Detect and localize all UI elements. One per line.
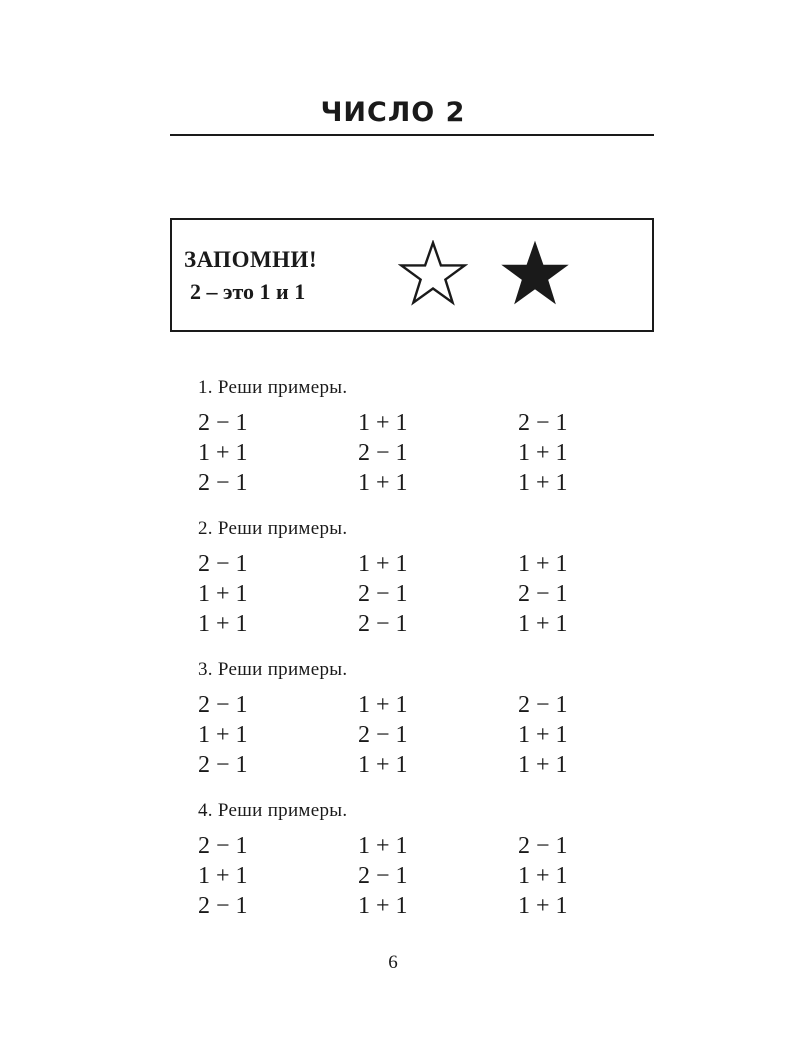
exercise-grid [198, 690, 618, 780]
exercise: 1 + 1 [358, 833, 408, 859]
exercise: 2 − 1 [198, 893, 248, 919]
exercise: 1 + 1 [198, 722, 248, 748]
task-title: 4. Реши примеры. [198, 800, 348, 821]
task-4 [198, 799, 618, 921]
exercise: 1 + 1 [358, 470, 408, 496]
exercise: 1 + 1 [198, 581, 248, 607]
exercise: 2 − 1 [198, 410, 248, 436]
exercise: 1 + 1 [198, 863, 248, 889]
exercise-grid [198, 408, 618, 498]
exercise: 1 + 1 [358, 410, 408, 436]
exercise: 1 + 1 [518, 551, 568, 577]
memo-text: 2 – это 1 и 1 [190, 279, 306, 304]
exercise: 2 − 1 [358, 722, 408, 748]
exercise: 1 + 1 [518, 470, 568, 496]
exercise: 2 − 1 [198, 470, 248, 496]
exercise: 1 + 1 [198, 440, 248, 466]
memo-heading: ЗАПОМНИ! [184, 247, 318, 272]
exercise: 1 + 1 [358, 893, 408, 919]
exercise: 2 − 1 [358, 863, 408, 889]
exercise: 1 + 1 [518, 752, 568, 778]
task-title: 2. Реши примеры. [198, 518, 348, 539]
star-filled-icon [500, 240, 570, 306]
task-title: 1. Реши примеры. [198, 377, 348, 398]
task-1 [198, 376, 618, 498]
exercise: 1 + 1 [518, 863, 568, 889]
task-title: 3. Реши примеры. [198, 659, 348, 680]
exercise: 2 − 1 [198, 551, 248, 577]
page-number: 6 [388, 952, 398, 973]
task-2 [198, 517, 618, 639]
exercise: 1 + 1 [198, 611, 248, 637]
star-outline-icon [398, 240, 468, 306]
exercise: 1 + 1 [358, 752, 408, 778]
exercise: 2 − 1 [198, 692, 248, 718]
page-title: ЧИСЛО 2 [320, 97, 466, 128]
exercise: 2 − 1 [518, 833, 568, 859]
exercise-grid [198, 549, 618, 639]
memo-box [170, 218, 654, 332]
exercise: 1 + 1 [358, 692, 408, 718]
exercise: 1 + 1 [518, 722, 568, 748]
exercise-grid [198, 831, 618, 921]
exercise: 2 − 1 [358, 440, 408, 466]
exercise: 1 + 1 [518, 611, 568, 637]
exercise: 1 + 1 [518, 893, 568, 919]
exercise: 2 − 1 [198, 752, 248, 778]
exercise: 2 − 1 [518, 581, 568, 607]
exercise: 2 − 1 [518, 692, 568, 718]
exercise: 2 − 1 [198, 833, 248, 859]
exercise: 2 − 1 [518, 410, 568, 436]
exercise: 2 − 1 [358, 581, 408, 607]
title-rule [170, 134, 654, 136]
task-3 [198, 658, 618, 780]
exercise: 1 + 1 [518, 440, 568, 466]
exercise: 1 + 1 [358, 551, 408, 577]
exercise: 2 − 1 [358, 611, 408, 637]
